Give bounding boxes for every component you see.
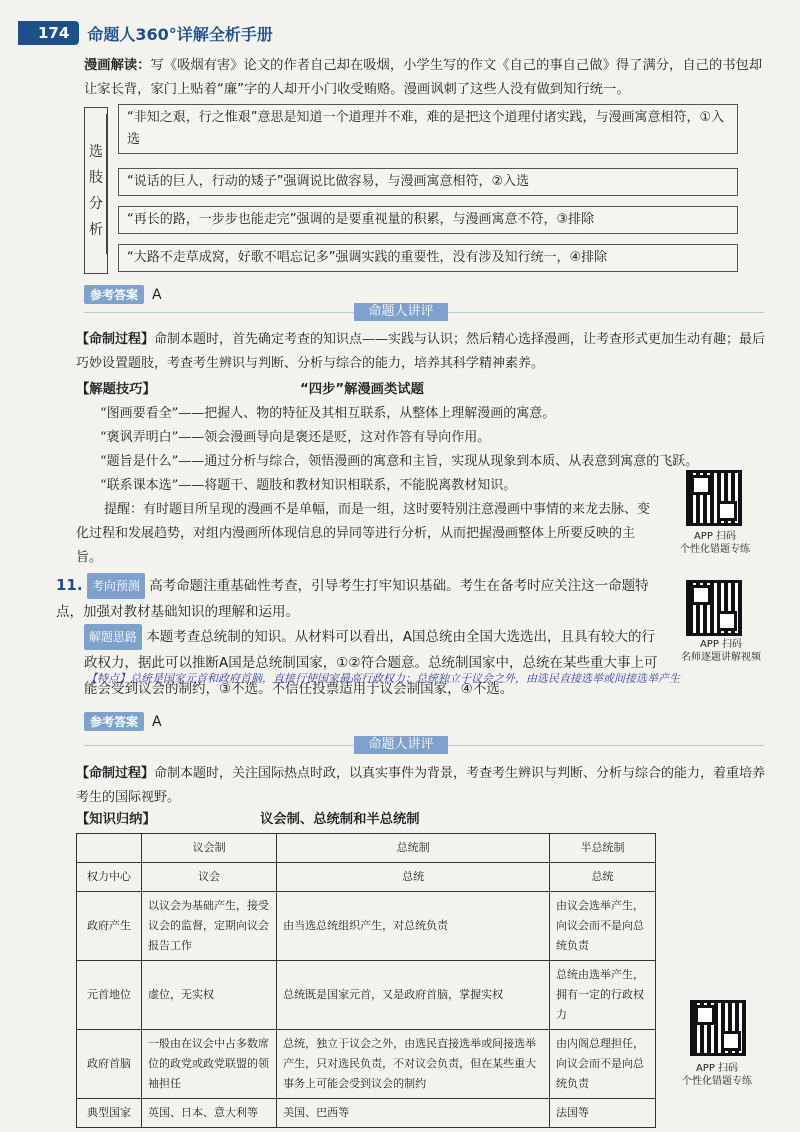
side-char: 肢 — [89, 169, 103, 186]
table-cell: 总统既是国家元首，又是政府首脑，掌握实权 — [277, 961, 550, 1030]
idea-text: 本题考查总统制的知识。从材料可以看出，A国总统由全国大选选出，且具有较大的行政权力，据此可以推断A国是总统制国家，①②符合题意。总统制国家中，总统在某些重大事上可能会受到议会的制约，③不选。不信任投票适用于议会制国家，④不选。 — [84, 629, 658, 697]
question-11-forecast — [56, 572, 666, 625]
table-header-cell: 总统制 — [277, 834, 550, 863]
table-cell: 法国等 — [550, 1099, 656, 1128]
comic-interpretation-text: 写《吸烟有害》论文的作者自己却在吸烟，小学生写的作文《自己的事自己做》得了满分，自己的书包却让家长背，家门上贴着“廉”字的人却开小门收受贿赂。漫画讽刺了这些人没有做到知行统一。 — [84, 58, 763, 97]
answer-label: 参考答案 — [84, 285, 144, 304]
table-row — [77, 892, 656, 961]
tips-note: 提醒：有时题目所呈现的漫画不是单幅，而是一组，这时要特别注意漫画中事情的来龙去脉、变化过程和发展趋势，对组内漫画所体现信息的异同等进行分析，从而把握漫画整体上所要反映的主旨。 — [76, 502, 651, 565]
table-cell: 美国、巴西等 — [277, 1099, 550, 1128]
table-cell: 由内阁总理担任，向议会而不是向总统负责 — [550, 1030, 656, 1099]
section-banner: 命题人讲评 — [354, 736, 448, 754]
qr-caption-line: APP 扫码 — [695, 1063, 739, 1074]
process-text: 命制本题时，关注国际热点时政，以真实事件为背景，考查考生辨识与判断、分析与综合的能力，着重培养考生的国际视野。 — [76, 766, 766, 805]
tips-label: 【解题技巧】 — [76, 382, 156, 397]
forecast-label: 考向预测 — [87, 573, 145, 599]
table-cell: 议会 — [142, 863, 277, 892]
table-header-cell: 议会制 — [142, 834, 277, 863]
page-header — [28, 18, 273, 48]
table-header-cell: 半总统制 — [550, 834, 656, 863]
comic-interpretation-label: 漫画解读： — [84, 58, 151, 73]
table-cell: 英国、日本、意大利等 — [142, 1099, 277, 1128]
comic-interpretation — [84, 54, 774, 102]
process-label: 【命制过程】 — [76, 332, 155, 347]
tip-step: “联系课本选”——将题干、题肢和教材知识相联系，不能脱离教材知识。 — [100, 478, 517, 493]
table-cell: 一般由在议会中占多数席位的政党或政党联盟的领袖担任 — [142, 1030, 277, 1099]
process-text: 命制本题时，首先确定考查的知识点——实践与认识；然后精心选择漫画，让考查形式更加生动有趣；最后巧妙设置题肢，考查考生辨识与判断、分析与综合的能力，培养其科学精神素养。 — [76, 332, 766, 371]
process-label: 【命制过程】 — [76, 766, 155, 781]
question-number: 11. — [56, 576, 83, 594]
side-char: 析 — [89, 221, 103, 238]
qr-caption-line: 名师逐题讲解视频 — [681, 652, 761, 663]
forecast-text: 高考命题注重基础性考查，引导考生打牢知识基础。考生在备考时应关注这一命题特点，加强对教材基础知识的理解和运用。 — [56, 578, 649, 620]
book-title: 命题人360°详解全析手册 — [87, 24, 273, 44]
table-header-row — [77, 834, 656, 863]
qr-caption-1 — [670, 530, 760, 556]
page-number: 174 — [18, 21, 79, 45]
table-row-header: 元首地位 — [77, 961, 142, 1030]
answer-row-2 — [84, 712, 162, 731]
option-item-4: “大路不走草成窝，好歌不唱忘记多”强调实践的重要性，没有涉及知行统一，④排除 — [118, 244, 738, 272]
option-analysis-label — [84, 107, 108, 274]
table-cell: 由当选总统组织产生，对总统负责 — [277, 892, 550, 961]
qr-caption-3 — [672, 1062, 762, 1088]
qr-caption-line: APP 扫码 — [699, 639, 743, 650]
tips-heading-row — [76, 378, 766, 402]
table-cell: 总统，独立于议会之外，由选民直接选举或间接选举产生，只对选民负责，不对议会负责，但在某些重大事务上可能会受到议会的制约 — [277, 1030, 550, 1099]
answer-label: 参考答案 — [84, 712, 144, 731]
table-row — [77, 1099, 656, 1128]
tip-step: “题旨是什么”——通过分析与综合，领悟漫画的寓意和主旨，实现从现象到本质、从表意到寓意的飞跃。 — [100, 454, 699, 469]
tip-step: “褒讽弄明白”——领会漫画导向是褒还是贬，这对作答有导向作用。 — [100, 430, 491, 445]
table-cell: 总统由选举产生，拥有一定的行政权力 — [550, 961, 656, 1030]
table-cell: 由议会选举产生，向议会而不是向总统负责 — [550, 892, 656, 961]
idea-label: 解题思路 — [84, 624, 142, 650]
table-cell: 以议会为基础产生，接受议会的监督，定期向议会报告工作 — [142, 892, 277, 961]
table-cell: 虚位，无实权 — [142, 961, 277, 1030]
table-row-header: 政府首脑 — [77, 1030, 142, 1099]
table-row — [77, 961, 656, 1030]
table-row-header: 政府产生 — [77, 892, 142, 961]
qr-code-1[interactable] — [686, 470, 742, 526]
tips-steps — [100, 402, 699, 498]
knowledge-label: 【知识归纳】 — [76, 812, 156, 827]
qr-caption-line: APP 扫码 — [693, 531, 737, 542]
table-row — [77, 1030, 656, 1099]
table-header-cell — [77, 834, 142, 863]
table-row — [77, 863, 656, 892]
option-item-3: “再长的路，一步步也能走完”强调的是要重视量的积累，与漫画寓意不符，③排除 — [118, 206, 738, 234]
question-11-idea — [84, 624, 666, 702]
tip-step: “图画要看全”——把握人、物的特征及其相互联系，从整体上理解漫画的寓意。 — [100, 406, 556, 421]
comparison-table — [76, 833, 656, 1128]
handwritten-note: 【特点】总统是国家元首和政府首脑，直接行使国家最高行政权力；总统独立于议会之外，由选民直接选举或间接选举产生 — [86, 672, 680, 685]
option-item-1: “非知之艰，行之惟艰”意思是知道一个道理并不难，难的是把这个道理付诸实践，与漫画寓意相符，①入选 — [118, 104, 738, 154]
tips-title: “四步”解漫画类试题 — [300, 382, 424, 397]
table-cell: 总统 — [550, 863, 656, 892]
qr-caption-line: 个性化错题专练 — [682, 1076, 752, 1087]
option-item-2: “说话的巨人，行动的矮子”强调说比做容易，与漫画寓意相符，②入选 — [118, 168, 738, 196]
section-banner: 命题人讲评 — [354, 303, 448, 321]
qr-code-3[interactable] — [690, 1000, 746, 1056]
process-paragraph-2 — [76, 762, 766, 810]
table-title: 议会制、总统制和半总统制 — [260, 812, 420, 827]
answer-row-1 — [84, 285, 162, 304]
table-row-header: 权力中心 — [77, 863, 142, 892]
side-char: 选 — [89, 143, 103, 160]
qr-caption-line: 个性化错题专练 — [680, 544, 750, 555]
process-paragraph-1 — [76, 328, 766, 376]
qr-code-2[interactable] — [686, 580, 742, 636]
answer-value: A — [152, 286, 162, 303]
knowledge-heading-row — [76, 808, 676, 832]
side-char: 分 — [89, 195, 103, 212]
answer-value: A — [152, 713, 162, 730]
table-cell: 总统 — [277, 863, 550, 892]
qr-caption-2 — [676, 638, 766, 664]
table-row-header: 典型国家 — [77, 1099, 142, 1128]
